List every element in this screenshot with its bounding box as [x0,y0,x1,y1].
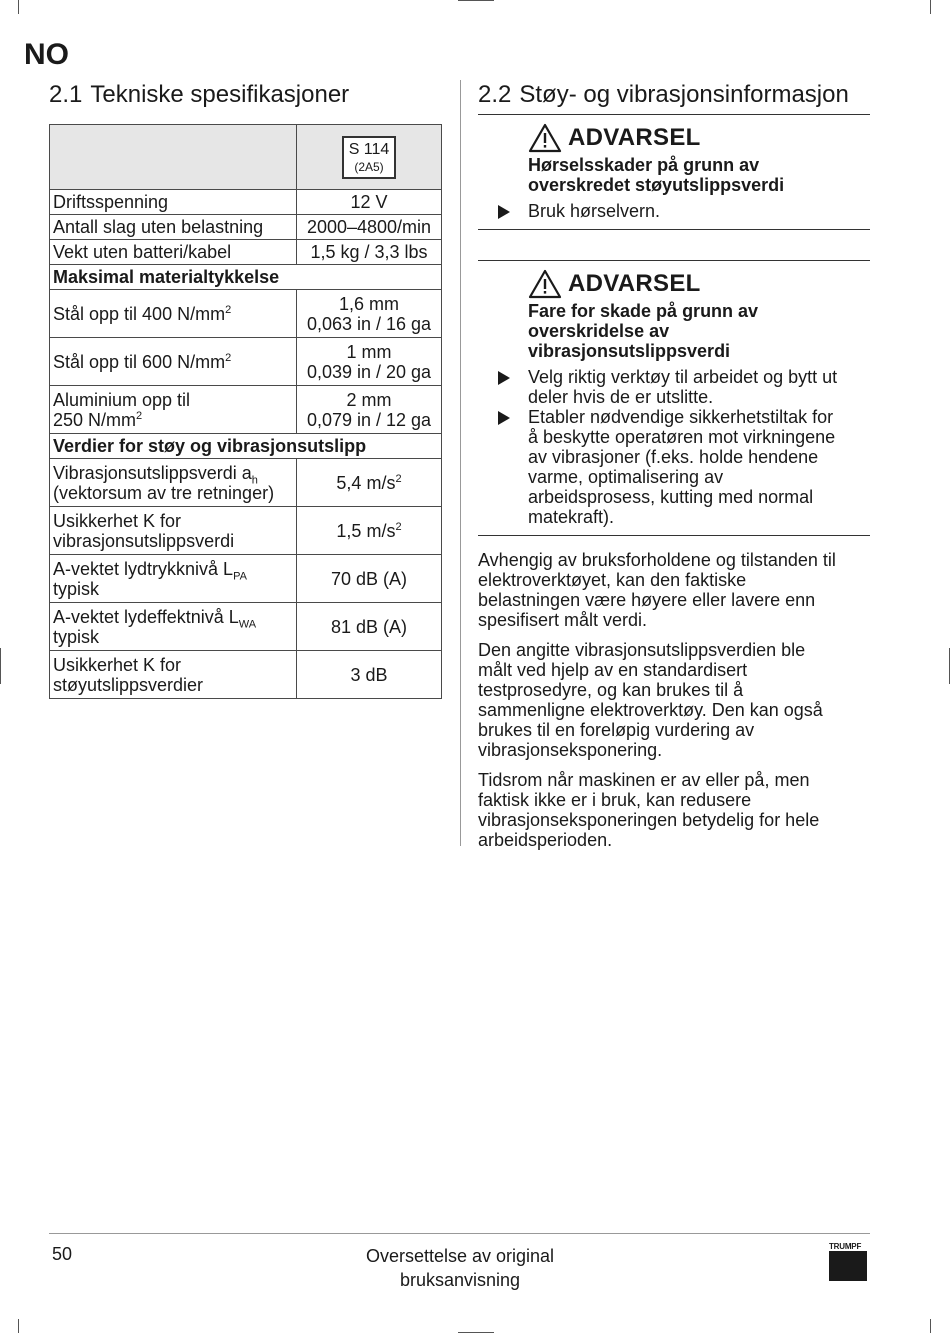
language-code: NO [24,38,69,71]
section-title: Tekniske spesifikasjoner [90,81,350,108]
section-number: 2.2 [478,81,512,108]
spec-value: 1 mm 0,039 in / 20 ga [297,338,442,386]
page-number: 50 [52,1244,73,1264]
spec-label: A-vektet lydeffektnivå $L_{WA}$ typisk [50,603,297,651]
bullet-arrow-icon [498,205,510,219]
bullet-arrow-icon [498,411,510,425]
spec-label: Vekt uten batteri/kabel [50,240,297,265]
body-paragraph: Tidsrom når maskinen er av eller på, men faktisk ikke er i bruk, kan redusere vibrasjonseksponeringen betydelig for hele arbeidsperioden. [478,770,820,850]
warning-bullets [478,367,870,527]
warning-box [478,114,870,230]
table-row [50,240,442,265]
spec-value: 1,6 mm 0,063 in / 16 ga [297,290,442,338]
spec-label: Aluminium opp til 250 $N/mm^2$ [50,386,297,434]
crop-mark [18,0,19,14]
spec-label: A-vektet lydtrykknivå $L_{PA}$ typisk [50,555,297,603]
warning-title [528,123,870,153]
spec-table [49,124,442,699]
table-row [50,215,442,240]
warning-label: ADVARSEL [568,124,701,151]
body-paragraph: Avhengig av bruksforholdene og tilstanden til elektroverktøyet, kan den faktiske belastningen være høyere eller lavere enn spesifisert målt verdi. [478,550,836,630]
spec-value: 5,4 $m/s^2$ [297,459,442,507]
header-model-cell [297,125,442,190]
warning-triangle-icon [528,269,562,299]
table-row [50,555,442,603]
list-item: Bruk hørselvern. [478,201,870,221]
crop-mark [930,0,931,14]
table-row [50,190,442,215]
noise-header: Verdier for støy og vibrasjonsutslipp [50,434,442,459]
spec-value: 3 dB [297,651,442,699]
technical-specs-section [49,80,442,699]
section-heading [49,80,442,110]
warning-box [478,260,870,536]
model-code: (2A5) [354,159,384,174]
thickness-header: Maksimal materialtykkelse [50,265,442,290]
spec-label: Driftsspenning [50,190,297,215]
warning-bullets [478,201,870,221]
trumpf-logo [829,1242,867,1281]
model-badge [342,136,397,179]
warning-label: ADVARSEL [568,270,701,297]
header-empty-cell [50,125,297,190]
spec-value: 2 mm 0,079 in / 12 ga [297,386,442,434]
table-row [50,507,442,555]
table-row [50,386,442,434]
spec-value: 12 V [297,190,442,215]
warning-text: Fare for skade på grunn av overskridelse av vibrasjonsutslippsverdi [528,301,759,361]
table-row [50,459,442,507]
spec-value: 81 dB (A) [297,603,442,651]
section-heading [478,80,870,110]
spec-label: Stål opp til 600 $N/mm^2$ [50,338,297,386]
section-number: 2.1 [49,81,83,108]
bullet-arrow-icon [498,371,510,385]
spec-value: 1,5 kg / 3,3 lbs [297,240,442,265]
spec-value: 1,5 $m/s^2$ [297,507,442,555]
spec-value: 2000–4800/min [297,215,442,240]
spec-label: Usikkerhet K for vibrasjonsutslippsverdi [50,507,297,555]
table-subheader-row [50,265,442,290]
warning-text: Hørselsskader på grunn av overskredet støyutslippsverdi [528,155,785,195]
footer-title: Oversettelse av original bruksanvisning [365,1246,555,1290]
column-divider [460,80,461,846]
table-row [50,651,442,699]
list-item: Velg riktig verktøy til arbeidet og bytt ut deler hvis de er utslitte. [478,367,870,407]
list-item: Etabler nødvendige sikkerhetstiltak for å beskytte operatøren mot virkningene av vibrasjoner (f.eks. holde hendene varme, optimalisering av arbeidsprosess, kutting med normal matekraft). [478,407,870,527]
spec-label: Usikkerhet K for støyutslippsverdier [50,651,297,699]
section-title: Støy- og vibrasjonsinformasjon [519,81,849,108]
crop-mark [458,0,494,1]
model-name: S 114 [348,140,390,158]
table-row [50,290,442,338]
spec-label: Vibrasjonsutslippsverdi $a_h$ (vektorsum av tre retninger) [50,459,297,507]
noise-vibration-section [478,80,870,850]
table-subheader-row [50,434,442,459]
warning-triangle-icon [528,123,562,153]
spec-value: 70 dB (A) [297,555,442,603]
warning-title [528,269,870,299]
logo-block [829,1251,867,1281]
crop-mark [0,648,1,684]
table-header-row [50,125,442,190]
footer-divider [49,1233,870,1234]
logo-text: TRUMPF [829,1242,862,1251]
crop-mark [930,1319,931,1333]
table-row [50,603,442,651]
crop-mark [18,1319,19,1333]
spec-label: Antall slag uten belastning [50,215,297,240]
table-row [50,338,442,386]
spec-label: Stål opp til 400 $N/mm^2$ [50,290,297,338]
body-paragraph: Den angitte vibrasjonsutslippsverdien ble målt ved hjelp av en standardisert testprosedyre, og kan brukes til å sammenligne elektroverktøy. Den kan også brukes til en foreløpig vurdering av vibrasjonseksponering. [478,640,823,760]
